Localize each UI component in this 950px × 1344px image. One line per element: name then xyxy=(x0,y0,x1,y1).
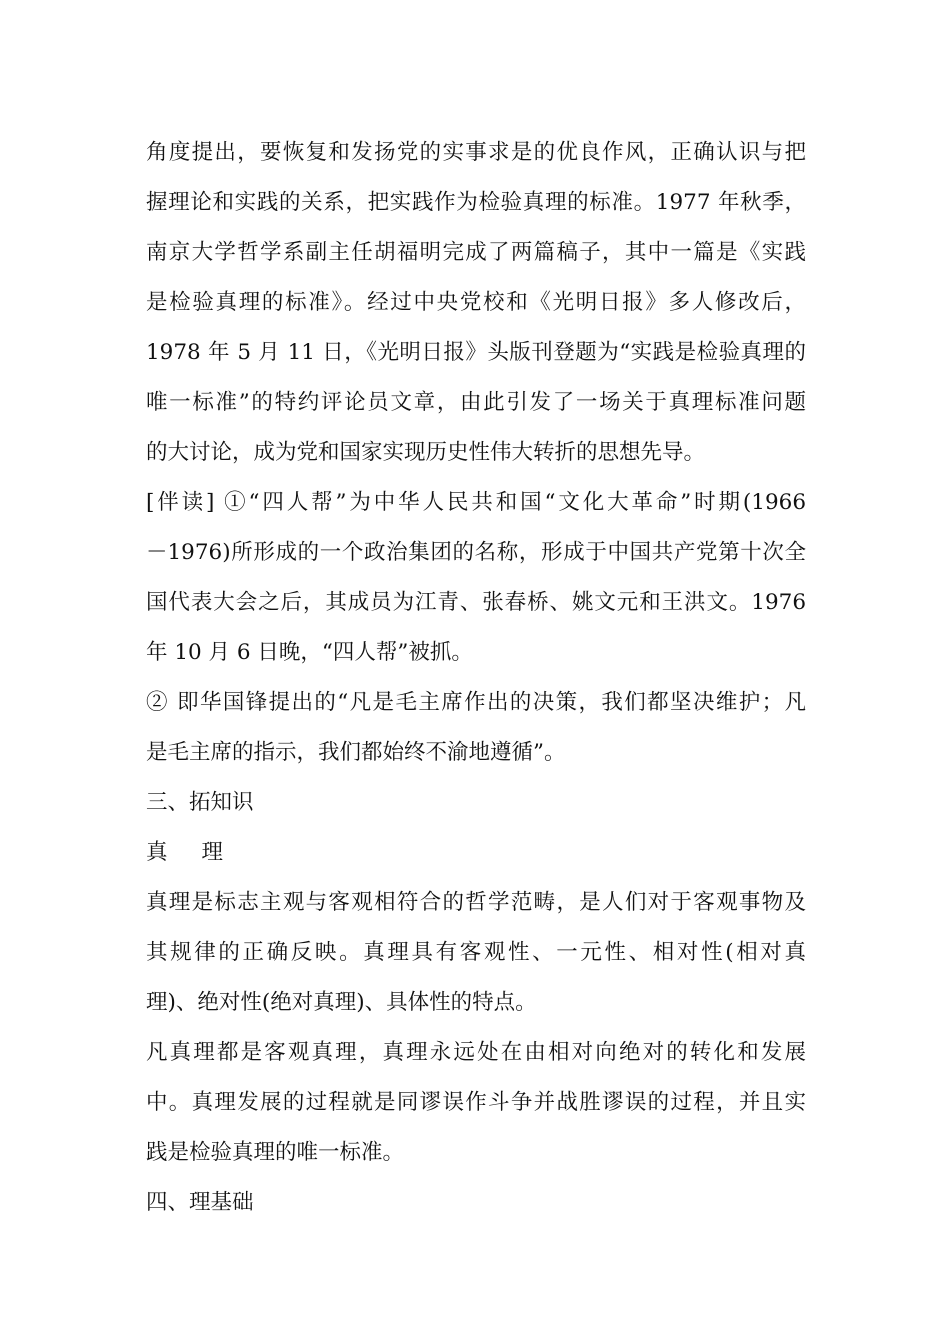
text-line: 真理是标志主观与客观相符合的哲学范畴，是人们对于客观事物及 xyxy=(146,890,806,915)
text-line: 是毛主席的指示，我们都始终不渝地遵循”。 xyxy=(146,740,566,765)
text-line: 1978 年 5 月 11 日，《光明日报》头版刊登题为“实践是检验真理的 xyxy=(146,340,806,365)
text-line: 理)、绝对性(绝对真理)、具体性的特点。 xyxy=(146,990,537,1015)
truth-development-paragraph xyxy=(146,1031,806,1181)
intro-paragraph xyxy=(146,131,806,481)
text-line: 握理论和实践的关系，把实践作为检验真理的标准。1977 年秋季， xyxy=(146,190,806,215)
section-heading-4 xyxy=(146,1181,806,1231)
text-line: 三、拓知识 xyxy=(146,790,254,815)
truth-definition-paragraph xyxy=(146,881,806,1031)
truth-heading-char-2: 理 xyxy=(201,840,224,865)
text-line: 践是检验真理的唯一标准。 xyxy=(146,1140,405,1165)
document-body-bottom xyxy=(146,881,806,1231)
text-line: ② 即华国锋提出的“凡是毛主席作出的决策，我们都坚决维护；凡 xyxy=(146,690,806,715)
text-line: 年 10 月 6 日晚，“四人帮”被抓。 xyxy=(146,640,473,665)
text-line: 南京大学哲学系副主任胡福明完成了两篇稿子，其中一篇是《实践 xyxy=(146,240,806,265)
truth-heading-char-1: 真 xyxy=(146,840,168,865)
section-heading-3 xyxy=(146,781,806,831)
text-line: 其规律的正确反映。真理具有客观性、一元性、相对性(相对真 xyxy=(146,940,806,965)
text-line: 角度提出，要恢复和发扬党的实事求是的优良作风，正确认识与把 xyxy=(146,140,806,165)
truth-heading xyxy=(146,831,806,881)
text-line: 凡真理都是客观真理，真理永远处在由相对向绝对的转化和发展 xyxy=(146,1040,806,1065)
document-body-top xyxy=(146,131,806,831)
text-line: 是检验真理的标准》。经过中央党校和《光明日报》多人修改后， xyxy=(146,290,806,315)
reading-note-2 xyxy=(146,681,806,781)
document-page xyxy=(146,131,806,1231)
text-line: 四、理基础 xyxy=(146,1190,254,1215)
reading-note-1 xyxy=(146,481,806,681)
text-line: －1976)所形成的一个政治集团的名称，形成于中国共产党第十次全 xyxy=(146,540,806,565)
text-line: 国代表大会之后，其成员为江青、张春桥、姚文元和王洪文。1976 xyxy=(146,590,806,615)
text-line: [伴读] ①“四人帮”为中华人民共和国“文化大革命”时期(1966 xyxy=(146,490,806,515)
text-line: 唯一标准”的特约评论员文章，由此引发了一场关于真理标准问题 xyxy=(146,390,806,415)
text-line: 中。真理发展的过程就是同谬误作斗争并战胜谬误的过程，并且实 xyxy=(146,1090,806,1115)
text-line: 的大讨论，成为党和国家实现历史性伟大转折的思想先导。 xyxy=(146,440,706,465)
